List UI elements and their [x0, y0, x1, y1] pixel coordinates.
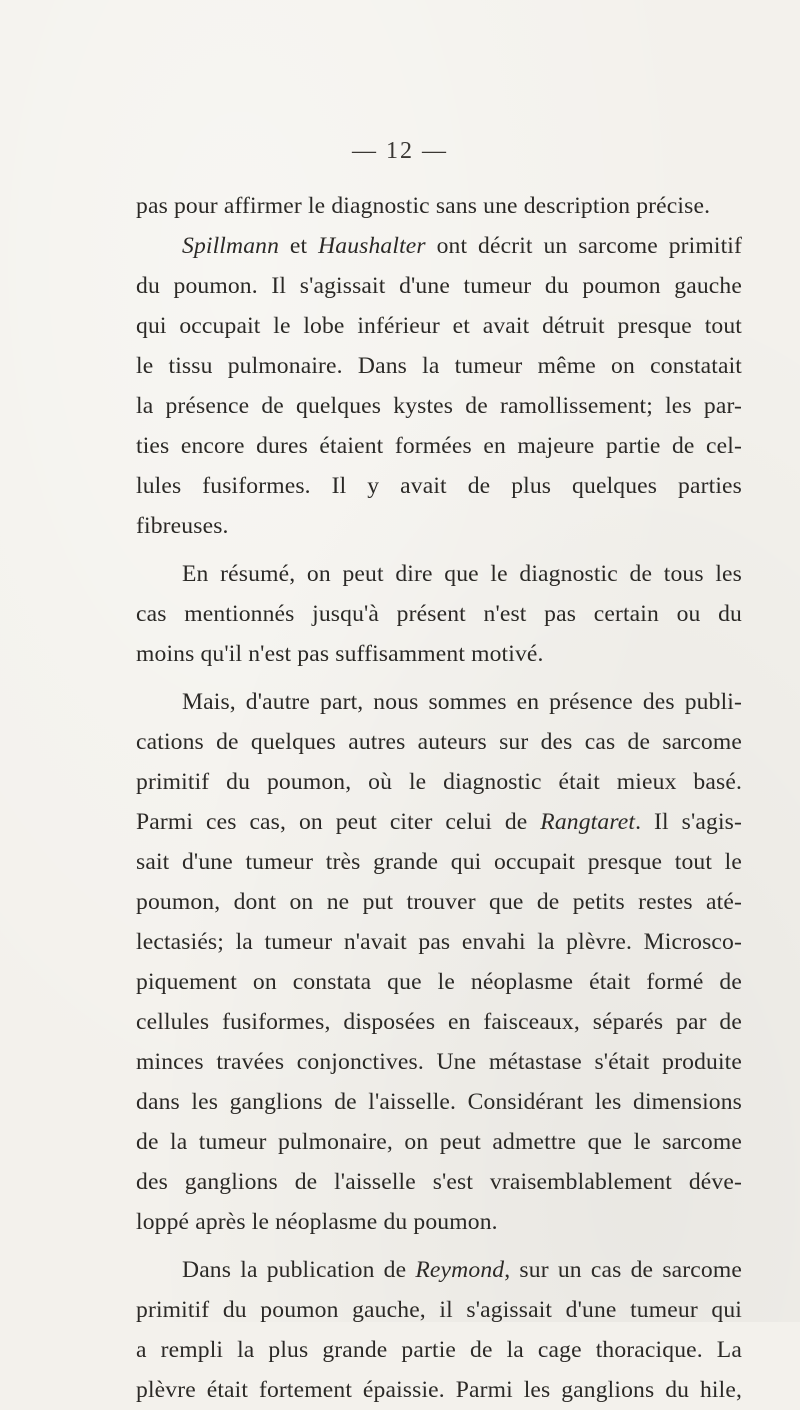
- text-line: plèvre était fortement épaissie. Parmi les ganglions du hile,: [136, 1377, 742, 1403]
- text-line: Spillmann et Haushalter ont décrit un sarcome primitif: [182, 233, 742, 259]
- body-text: [136, 186, 742, 1410]
- text-line: primitif du poumon, où le diagnostic était mieux basé.: [136, 769, 742, 795]
- text-line: des ganglions de l'aisselle s'est vraisemblablement déve-: [136, 1169, 742, 1195]
- paragraph-continuation: [136, 186, 742, 226]
- text-line: loppé après le néoplasme du poumon.: [136, 1209, 498, 1235]
- author-name: Haushalter: [318, 233, 426, 259]
- text-line: le tissu pulmonaire. Dans la tumeur même on constatait: [136, 353, 742, 379]
- text-line: a rempli la plus grande partie de la cage thoracique. La: [136, 1337, 742, 1363]
- paragraph-rangtaret: [136, 682, 742, 1242]
- author-name: Spillmann: [182, 233, 280, 259]
- text-line: cas mentionnés jusqu'à présent n'est pas certain ou du: [136, 601, 742, 627]
- text-line: fibreuses.: [136, 513, 229, 539]
- text-line: qui occupait le lobe inférieur et avait détruit presque tout: [136, 313, 742, 339]
- text-line: minces travées conjonctives. Une métastase s'était produite: [136, 1049, 742, 1075]
- page-number: — 12 —: [352, 138, 448, 164]
- text-line: En résumé, on peut dire que le diagnostic de tous les: [182, 561, 742, 587]
- paragraph-reymond: [136, 1250, 742, 1410]
- text-line: dans les ganglions de l'aisselle. Considérant les dimensions: [136, 1089, 742, 1115]
- text-line: ties encore dures étaient formées en majeure partie de cel-: [136, 433, 742, 459]
- text-line: Parmi ces cas, on peut citer celui de Rangtaret. Il s'agis-: [136, 809, 742, 835]
- text-line: sait d'une tumeur très grande qui occupait presque tout le: [136, 849, 742, 875]
- text-line: primitif du poumon gauche, il s'agissait d'une tumeur qui: [136, 1297, 742, 1323]
- author-name: Reymond: [415, 1257, 505, 1283]
- text-line: la présence de quelques kystes de ramollissement; les par-: [136, 393, 742, 419]
- text-line: cellules fusiformes, disposées en faisceaux, séparés par de: [136, 1009, 742, 1035]
- text-line: pas pour affirmer le diagnostic sans une description précise.: [136, 193, 711, 219]
- text-line: Mais, d'autre part, nous sommes en présence des publi-: [182, 689, 742, 715]
- text-line: piquement on constata que le néoplasme était formé de: [136, 969, 742, 995]
- text-line: poumon, dont on ne put trouver que de petits restes até-: [136, 889, 742, 915]
- paragraph-resume: [136, 554, 742, 674]
- author-name: Rangtaret: [540, 809, 636, 835]
- text-line: lules fusiformes. Il y avait de plus quelques parties: [136, 473, 742, 499]
- text-line: lectasiés; la tumeur n'avait pas envahi la plèvre. Microsco-: [136, 929, 742, 955]
- text-line: cations de quelques autres auteurs sur des cas de sarcome: [136, 729, 742, 755]
- text-line: de la tumeur pulmonaire, on peut admettre que le sarcome: [136, 1129, 742, 1155]
- paragraph-spillmann: [136, 226, 742, 546]
- text-line: moins qu'il n'est pas suffisamment motivé.: [136, 641, 544, 667]
- text-line: du poumon. Il s'agissait d'une tumeur du poumon gauche: [136, 273, 742, 299]
- text-line: Dans la publication de Reymond, sur un cas de sarcome: [182, 1257, 742, 1283]
